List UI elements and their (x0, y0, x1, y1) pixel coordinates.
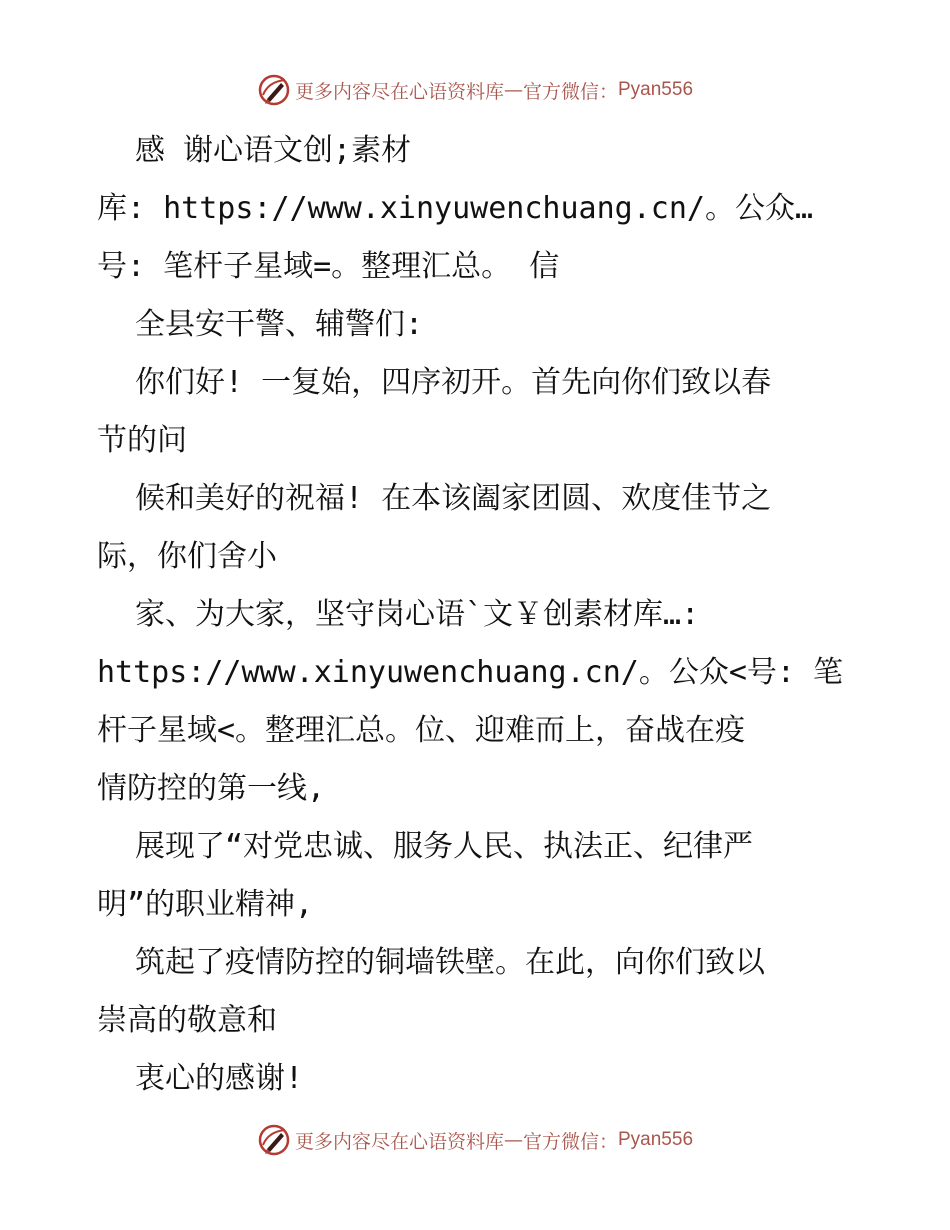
body-line: 情防控的第一线, (97, 771, 326, 806)
body-line: 筑起了疫情防控的铜墙铁壁。在此，向你们致以 (135, 945, 765, 980)
body-line: 际，你们舍小 (97, 539, 277, 574)
pen-logo-icon (257, 73, 291, 107)
body-line: 家、为大家，坚守岗心语`文￥创素材库…: (135, 597, 700, 632)
body-line: 展现了“对党忠诚、服务人民、执法正、纪律严 (135, 829, 754, 864)
banner-separator: — (503, 1129, 523, 1151)
banner-main-text: 更多内容尽在心语资料库 (294, 80, 504, 103)
body-line: https://www.xinyuwenchuang.cn/。公众<号: 笔 (97, 655, 844, 690)
body-line: 库: https://www.xinyuwenchuang.cn/。公众… (97, 191, 814, 226)
body-line: 崇高的敬意和 (97, 1003, 277, 1038)
banner-wechat-id: Pyan556 (618, 79, 694, 100)
body-line: 候和美好的祝福! 在本该阖家团圆、欢度佳节之 (135, 481, 772, 516)
body-line: 感 谢心语文创;素材 (135, 133, 412, 168)
banner-separator: — (503, 79, 523, 101)
banner-wechat-id: Pyan556 (618, 1129, 694, 1150)
header-banner (0, 70, 950, 110)
body-line: 节的问 (97, 423, 187, 458)
body-line: 明”的职业精神, (97, 887, 314, 922)
body-line: 杆子星域<。整理汇总。位、迎难而上，奋战在疫 (97, 713, 746, 748)
banner-main-text: 更多内容尽在心语资料库 (294, 1130, 504, 1153)
footer-banner (0, 1120, 950, 1160)
pen-logo-icon (257, 1123, 291, 1157)
body-line: 衷心的感谢! (135, 1061, 304, 1096)
banner-label: 官方微信： (522, 1130, 618, 1153)
body-line: 全县安干警、辅警们: (135, 307, 424, 342)
document-body (97, 122, 857, 1108)
body-line: 号: 笔杆子星域=。整理汇总。 信 (97, 249, 560, 284)
body-line: 你们好! 一复始，四序初开。首先向你们致以春 (135, 365, 772, 400)
banner-label: 官方微信： (522, 80, 618, 103)
